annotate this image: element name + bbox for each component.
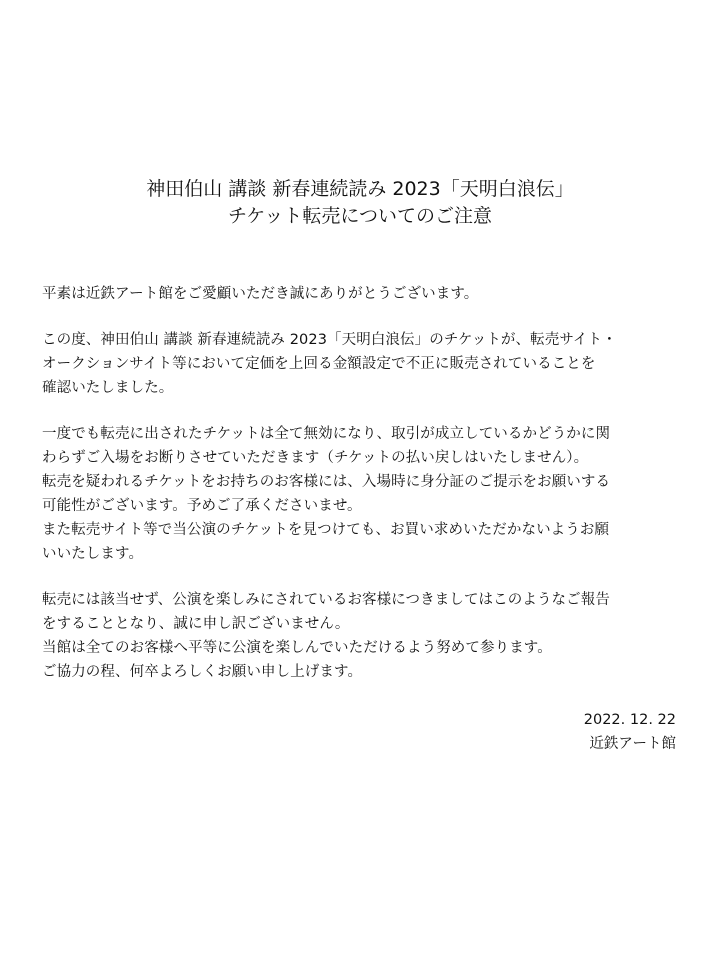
text-line: また転売サイト等で当公演のチケットを見つけても、お買い求めいただかないようお願 — [42, 522, 610, 538]
text-line: ご協力の程、何卒よろしくお願い申し上げます。 — [42, 664, 363, 680]
signature-block — [584, 708, 676, 756]
text-line: 転売を疑われるチケットをお持ちのお客様には、入場時に身分証のご提示をお願いする — [42, 474, 611, 490]
text-line: 転売には該当せず、公演を楽しみにされているお客様につきましてはこのようなご報告 — [42, 592, 610, 608]
text-line: 平素は近鉄アート館をご愛顧いただき誠にありがとうございます。 — [42, 286, 479, 302]
text-line: 一度でも転売に出されたチケットは全て無効になり、取引が成立しているかどうかに関 — [42, 426, 611, 442]
text-line: 当館は全てのお客様へ平等に公演を楽しんでいただけるよう努めて参ります。 — [42, 640, 552, 656]
text-line: 可能性がございます。予めご了承くださいませ。 — [42, 498, 362, 514]
title-line-2: チケット転売についてのご注意 — [228, 205, 492, 227]
paragraph-greeting — [42, 282, 682, 306]
paragraph-policy — [42, 422, 682, 566]
organization-name: 近鉄アート館 — [589, 736, 676, 752]
notice-title — [0, 176, 720, 230]
text-line: 確認いたしました。 — [42, 380, 174, 396]
text-line: いいたします。 — [42, 546, 144, 562]
paragraph-apology — [42, 588, 682, 684]
title-line-1: 神田伯山 講談 新春連続読み 2023「天明白浪伝」 — [146, 178, 574, 200]
paragraph-discovery — [42, 328, 682, 400]
text-line: をすることとなり、誠に申し訳ございません。 — [42, 616, 350, 632]
notice-date: 2022. 12. 22 — [583, 712, 676, 728]
notice-body — [42, 282, 682, 706]
text-line: オークションサイト等において定価を上回る金額設定で不正に販売されていることを — [42, 356, 596, 372]
text-line: わらずご入場をお断りさせていただきます（チケットの払い戻しはいたしません）。 — [42, 450, 589, 466]
text-line: この度、神田伯山 講談 新春連続読み 2023「天明白浪伝」のチケットが、転売サイト・ — [42, 332, 617, 348]
